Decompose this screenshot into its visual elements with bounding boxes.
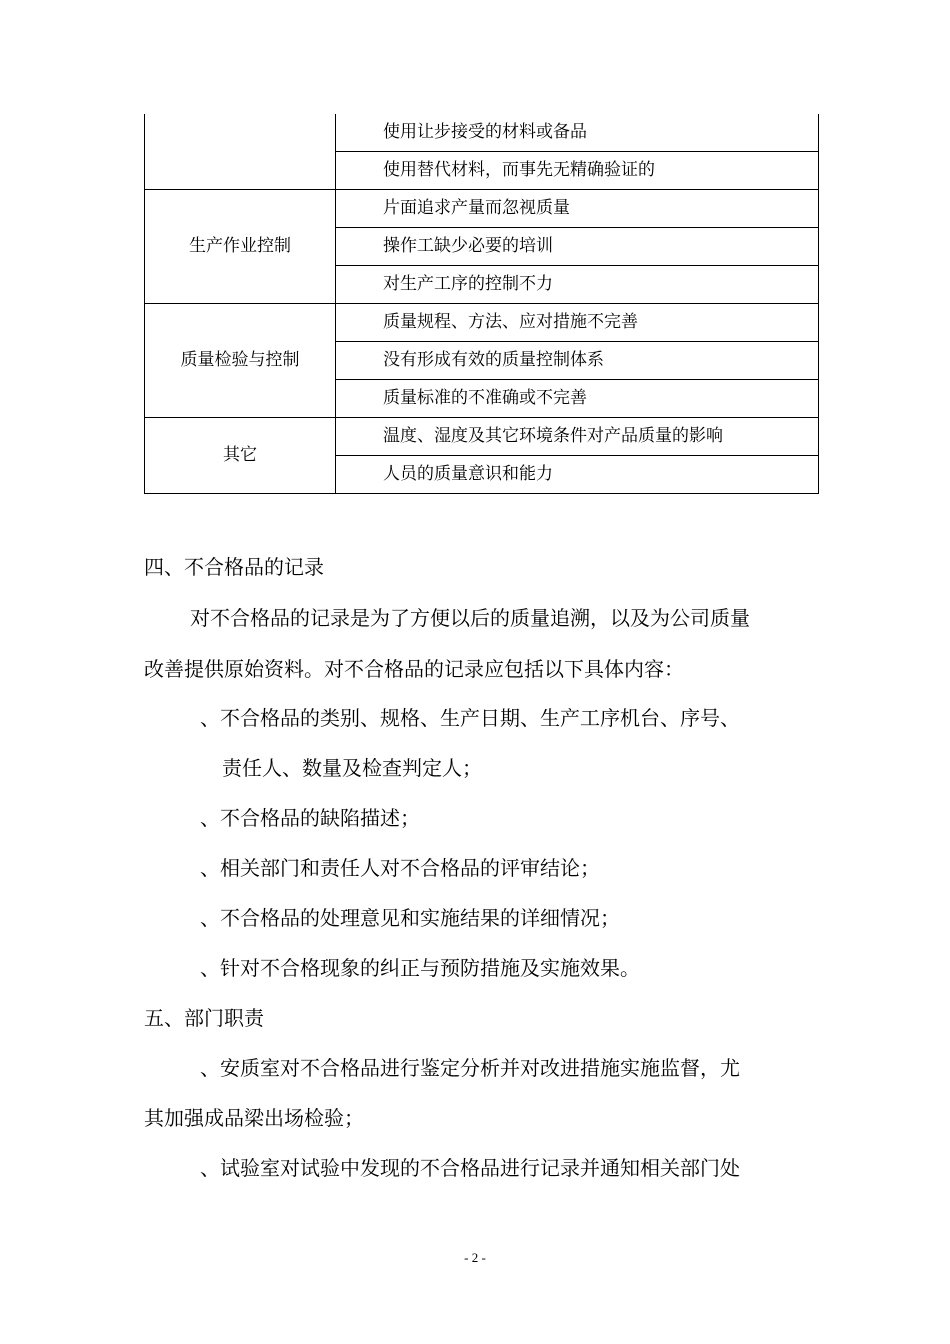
paragraph-line: 对不合格品的记录是为了方便以后的质量追溯，以及为公司质量: [190, 606, 750, 630]
list-item: 、相关部门和责任人对不合格品的评审结论；: [200, 856, 600, 880]
table-item-cell: 温度、湿度及其它环境条件对产品质量的影响: [336, 418, 819, 456]
table-item-cell: 质量标准的不准确或不完善: [336, 380, 819, 418]
paragraph-line: 、安质室对不合格品进行鉴定分析并对改进措施实施监督，尤: [200, 1056, 740, 1080]
table-item-cell: 使用替代材料，而事先无精确验证的: [336, 152, 819, 190]
table-category-cell: 其它: [145, 418, 336, 494]
list-item-continuation: 责任人、数量及检查判定人；: [222, 756, 482, 780]
paragraph-line: 、试验室对试验中发现的不合格品进行记录并通知相关部门处: [200, 1156, 740, 1180]
table-item-cell: 质量规程、方法、应对措施不完善: [336, 304, 819, 342]
table-item-cell: 片面追求产量而忽视质量: [336, 190, 819, 228]
page-number: - 2 -: [464, 1250, 486, 1265]
list-item: 、不合格品的类别、规格、生产日期、生产工序机台、序号、: [200, 706, 740, 730]
table-item-cell: 使用让步接受的材料或备品: [336, 114, 819, 152]
section-heading: 四、不合格品的记录: [144, 555, 324, 579]
list-item: 、针对不合格现象的纠正与预防措施及实施效果。: [200, 956, 640, 980]
list-item: 、不合格品的处理意见和实施结果的详细情况；: [200, 906, 620, 930]
table-item-cell: 没有形成有效的质量控制体系: [336, 342, 819, 380]
cause-table: [144, 114, 819, 494]
table-category-cell: 生产作业控制: [145, 190, 336, 304]
table-item-cell: 人员的质量意识和能力: [336, 456, 819, 494]
paragraph-line: 改善提供原始资料。对不合格品的记录应包括以下具体内容：: [144, 657, 684, 681]
list-item: 、不合格品的缺陷描述；: [200, 806, 420, 830]
table-item-cell: 对生产工序的控制不力: [336, 266, 819, 304]
table-category-cell: [145, 114, 336, 190]
paragraph-line: 其加强成品梁出场检验；: [144, 1106, 364, 1130]
section-heading: 五、部门职责: [144, 1006, 264, 1030]
table-category-cell: 质量检验与控制: [145, 304, 336, 418]
table-item-cell: 操作工缺少必要的培训: [336, 228, 819, 266]
